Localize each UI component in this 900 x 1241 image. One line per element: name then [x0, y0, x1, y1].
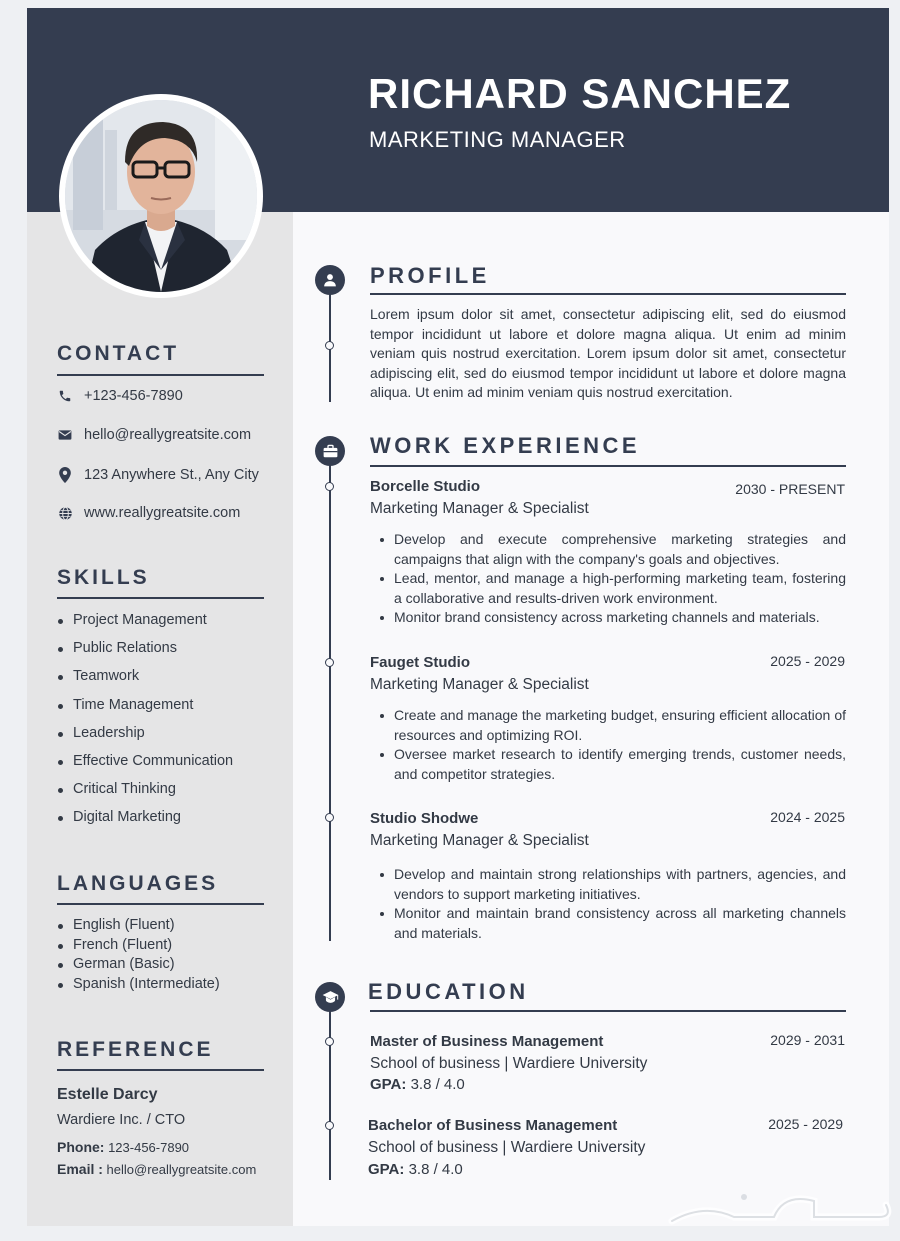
degree-dates: 2029 - 2031 — [770, 1032, 845, 1048]
phone-icon — [57, 388, 73, 404]
contact-phone-text: +123-456-7890 — [84, 388, 183, 404]
job-role: Marketing Manager & Specialist — [370, 500, 589, 517]
duty-item: Develop and execute comprehensive marketing strategies and campaigns that align with the company's goals and objectives. — [378, 530, 846, 569]
job-dates: 2030 - PRESENT — [735, 481, 845, 497]
profile-divider — [370, 293, 846, 295]
job-duties — [378, 706, 846, 784]
skill-item: Project Management — [57, 611, 233, 639]
reference-email-label: Email : — [57, 1161, 103, 1177]
degree-title: Bachelor of Business Management — [368, 1117, 618, 1134]
skills-heading: SKILLS — [57, 566, 150, 589]
reference-email — [57, 1161, 256, 1177]
reference-phone-label: Phone: — [57, 1139, 105, 1155]
language-item: Spanish (Intermediate) — [57, 975, 220, 995]
contact-email — [57, 424, 251, 446]
skill-item: Public Relations — [57, 639, 233, 667]
reference-email-value: hello@reallygreatsite.com — [106, 1162, 257, 1177]
timeline-dot — [325, 1037, 334, 1046]
job-duties — [378, 530, 846, 628]
briefcase-icon — [315, 436, 345, 466]
timeline-dot — [325, 813, 334, 822]
language-item: French (Fluent) — [57, 936, 220, 956]
job-dates: 2024 - 2025 — [770, 809, 845, 825]
language-item: English (Fluent) — [57, 916, 220, 936]
education-divider — [370, 1010, 846, 1012]
degree-gpa — [368, 1161, 463, 1178]
language-item: German (Basic) — [57, 955, 220, 975]
degree-school: School of business | Wardiere University — [370, 1055, 648, 1072]
job-company: Studio Shodwe — [370, 810, 479, 827]
reference-name: Estelle Darcy — [57, 1086, 158, 1103]
candidate-title: MARKETING MANAGER — [369, 127, 626, 152]
skill-item: Teamwork — [57, 667, 233, 695]
job-dates: 2025 - 2029 — [770, 653, 845, 669]
timeline-dot — [325, 482, 334, 491]
skill-item: Critical Thinking — [57, 780, 233, 808]
profile-summary: Lorem ipsum dolor sit amet, consectetur adipiscing elit, sed do eiusmod tempor incididunt ut labore et dolore magna aliqua. Ut enim ad minim veniam quis nostrud exercitation. Lorem ipsum dolor sit amet, consectetur adipiscing elit, sed do eiusmod tempor incididunt ut labore et dolore magna aliqua. Ut enim ad minim veniam quis nostrud exercitation. — [370, 306, 846, 401]
timeline-dot — [325, 658, 334, 667]
degree-title: Master of Business Management — [370, 1033, 604, 1050]
duty-item: Monitor brand consistency across marketing channels and materials. — [378, 608, 846, 628]
timeline-work — [329, 463, 331, 941]
job-duties — [378, 865, 846, 943]
globe-icon — [57, 505, 73, 521]
timeline-education — [329, 1010, 331, 1180]
duty-item: Develop and maintain strong relationships with partners, agencies, and vendors to support marketing initiatives. — [378, 865, 846, 904]
reference-company: Wardiere Inc. / CTO — [57, 1112, 186, 1128]
skill-item: Effective Communication — [57, 752, 233, 780]
gpa-value: 3.8 / 4.0 — [408, 1161, 463, 1178]
graduation-cap-icon — [315, 982, 345, 1012]
work-heading: WORK EXPERIENCE — [370, 433, 641, 458]
job-company: Fauget Studio — [370, 654, 470, 671]
location-pin-icon — [57, 467, 73, 483]
skill-item: Digital Marketing — [57, 808, 233, 836]
contact-divider — [57, 374, 264, 376]
gpa-label: GPA: — [370, 1076, 407, 1093]
contact-address — [57, 464, 259, 486]
duty-item: Monitor and maintain brand consistency across all marketing channels and materials. — [378, 904, 846, 943]
degree-dates: 2025 - 2029 — [768, 1116, 843, 1132]
profile-photo — [59, 94, 263, 298]
candidate-name: RICHARD SANCHEZ — [368, 70, 792, 117]
resume-page — [27, 8, 889, 1226]
reference-heading: REFERENCE — [57, 1038, 214, 1061]
profile-heading: PROFILE — [370, 263, 490, 288]
timeline-dot — [325, 341, 334, 350]
languages-heading: LANGUAGES — [57, 872, 219, 895]
portrait-image — [65, 100, 257, 292]
education-heading: EDUCATION — [368, 979, 529, 1004]
reference-phone-value: 123-456-7890 — [108, 1140, 190, 1155]
degree-school: School of business | Wardiere University — [368, 1139, 646, 1156]
skill-item: Leadership — [57, 724, 233, 752]
contact-address-text: 123 Anywhere St., Any City — [84, 467, 259, 483]
timeline-dot — [325, 1121, 334, 1130]
reference-phone — [57, 1139, 189, 1155]
duty-item: Lead, mentor, and manage a high-performing marketing team, fostering a collaborative and results-driven work environment. — [378, 569, 846, 608]
degree-gpa — [370, 1076, 465, 1093]
gpa-label: GPA: — [368, 1161, 405, 1178]
contact-website — [57, 502, 240, 524]
skill-item: Time Management — [57, 696, 233, 724]
duty-item: Create and manage the marketing budget, ensuring efficient allocation of resources and optimizing ROI. — [378, 706, 846, 745]
languages-list — [57, 916, 220, 994]
duty-item: Oversee market research to identify emerging trends, customer needs, and competitor strategies. — [378, 745, 846, 784]
gpa-value: 3.8 / 4.0 — [410, 1076, 465, 1093]
contact-phone — [57, 385, 183, 407]
languages-divider — [57, 903, 264, 905]
skills-list — [57, 611, 233, 837]
job-company: Borcelle Studio — [370, 478, 481, 495]
job-role: Marketing Manager & Specialist — [370, 832, 589, 849]
user-icon — [315, 265, 345, 295]
work-divider — [370, 465, 846, 467]
contact-email-text: hello@reallygreatsite.com — [84, 427, 252, 443]
reference-divider — [57, 1069, 264, 1071]
mail-icon — [57, 427, 73, 443]
watermark-logo — [664, 1183, 894, 1233]
job-role: Marketing Manager & Specialist — [370, 676, 589, 693]
skills-divider — [57, 597, 264, 599]
contact-website-text: www.reallygreatsite.com — [84, 505, 241, 521]
contact-heading: CONTACT — [57, 342, 180, 365]
